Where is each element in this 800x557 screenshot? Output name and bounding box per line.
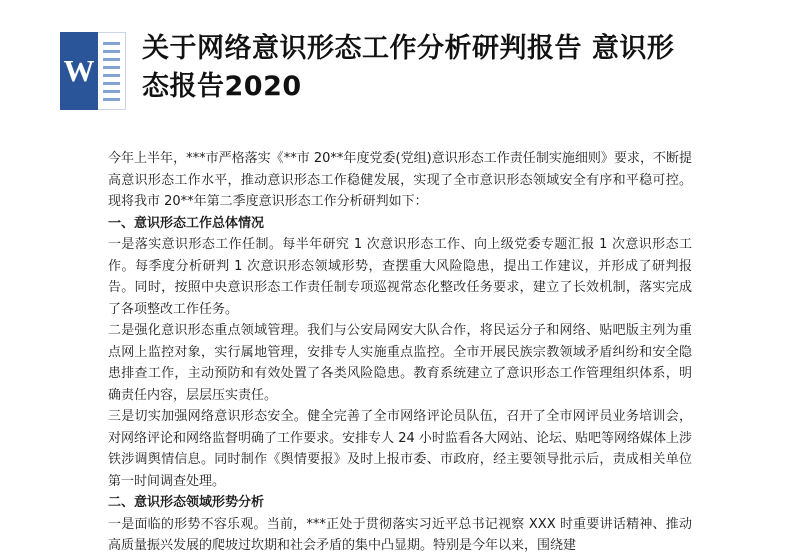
section-heading: 二、意识形态领域形势分析	[108, 495, 265, 510]
body-paragraph: 三是切实加强网络意识形态安全。健全完善了全市网络评论员队伍，召开了全市网评员业务培训会，对网络评论和网络监督明确了工作要求。安排专人 24 小时监看各大网站、论坛、贴吧等网络媒体上涉铁涉调舆情信息。同时制作《舆情要报》及时上报市委、市政府，经主要领导批示后，责成相关单位第一时间调查处理。	[108, 409, 692, 489]
document-body	[0, 110, 800, 557]
section-heading: 一、意识形态工作总体情况	[108, 215, 265, 231]
word-icon-lines	[98, 32, 126, 110]
document-header	[0, 0, 800, 110]
page-title: 关于网络意识形态工作分析研判报告 意识形态报告2020	[142, 33, 675, 102]
word-icon-badge	[60, 32, 98, 110]
body-paragraph: 今年上半年，***市严格落实《**市 20**年度党委(党组)意识形态工作责任制实施细则》要求，不断提高意识形态工作水平，推动意识形态工作稳健发展，实现了全市意识形态领域安全有序和平稳可控。现将我市 20**年第二季度意识形态工作分析研判如下：	[108, 151, 692, 209]
word-document-icon	[60, 32, 126, 110]
body-paragraph: 一是面临的形势不容乐观。当前，***正处于贯彻落实习近平总书记视察 XXX 时重要讲话精神、推动高质量振兴发展的爬坡过坎期和社会矛盾的集中凸显期。特别是今年以来，围绕建	[108, 516, 692, 553]
word-icon-letter: W	[63, 52, 95, 88]
body-paragraph: 二是强化意识形态重点领域管理。我们与公安局网安大队合作，将民运分子和网络、贴吧版主列为重点网上监控对象，实行属地管理，安排专人实施重点监控。全市开展民族宗教领域矛盾纠纷和安全隐患排查工作，主动预防和有效处置了各类风险隐患。教育系统建立了意识形态工作管理组织体系，明确责任内容，层层压实责任。	[108, 323, 692, 403]
body-paragraph: 一是落实意识形态工作任制。每半年研究 1 次意识形态工作、向上级党委专题汇报 1 次意识形态工作。每季度分析研判 1 次意识形态领域形势，查摆重大风险隐患，提出工作建议，并形成了研判报告。同时，按照中央意识形态工作责任制专项巡视常态化整改任务要求，建立了长效机制，落实完成了各项整改工作任务。	[108, 237, 692, 317]
